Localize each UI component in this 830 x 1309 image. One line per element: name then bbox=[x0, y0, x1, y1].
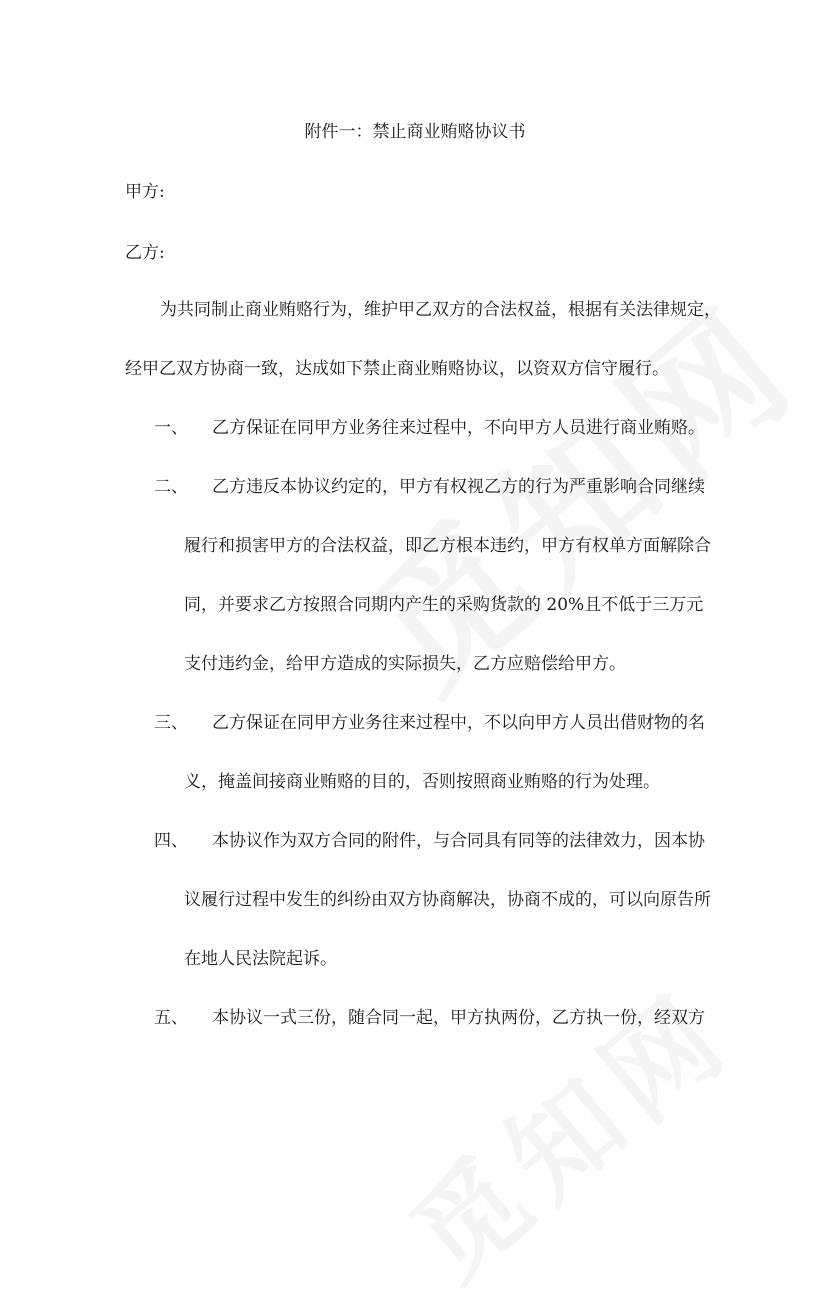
clause-5-line-1: 本协议一式三份，随合同一起，甲方执两份，乙方执一份，经双方 bbox=[212, 1008, 705, 1028]
clause-3-line-1: 乙方保证在同甲方业务往来过程中，不以向甲方人员出借财物的名 bbox=[212, 713, 705, 733]
clause-3-line-2: 义，掩盖间接商业贿赂的目的，否则按照商业贿赂的行为处理。 bbox=[184, 772, 660, 792]
party-b-label: 乙方: bbox=[125, 243, 165, 263]
clause-2-line-2: 履行和损害甲方的合法权益，即乙方根本违约，甲方有权单方面解除合 bbox=[184, 536, 711, 556]
clause-4-line-2: 议履行过程中发生的纠纷由双方协商解决，协商不成的，可以向原告所 bbox=[184, 890, 711, 910]
party-a-label: 甲方: bbox=[125, 182, 165, 202]
clause-4-line-1: 本协议作为双方合同的附件，与合同具有同等的法律效力，因本协 bbox=[212, 831, 705, 851]
watermark-bottom bbox=[373, 949, 760, 1309]
document-title: 附件一：禁止商业贿赂协议书 bbox=[304, 122, 526, 142]
intro-line-1: 为共同制止商业贿赂行为，维护甲乙双方的合法权益，根据有关法律规定， bbox=[160, 300, 721, 320]
clause-2-line-1: 乙方违反本协议约定的，甲方有权视乙方的行为严重影响合同继续 bbox=[212, 477, 705, 497]
clause-1-number: 一、 bbox=[154, 418, 188, 438]
clause-3-number: 三、 bbox=[154, 713, 188, 733]
intro-line-2: 经甲乙双方协商一致，达成如下禁止商业贿赂协议，以资双方信守履行。 bbox=[125, 359, 669, 379]
clause-5-number: 五、 bbox=[154, 1008, 188, 1028]
clause-2-number: 二、 bbox=[154, 477, 188, 497]
clause-2-line-4: 支付违约金，给甲方造成的实际损失，乙方应赔偿给甲方。 bbox=[184, 654, 626, 674]
clause-1-line-1: 乙方保证在同甲方业务往来过程中，不向甲方人员进行商业贿赂。 bbox=[212, 418, 705, 438]
clause-4-line-3: 在地人民法院起诉。 bbox=[184, 949, 337, 969]
clause-4-number: 四、 bbox=[154, 831, 188, 851]
clause-2-line-3: 同，并要求乙方按照合同期内产生的采购货款的 20%且不低于三万元 bbox=[184, 595, 704, 615]
